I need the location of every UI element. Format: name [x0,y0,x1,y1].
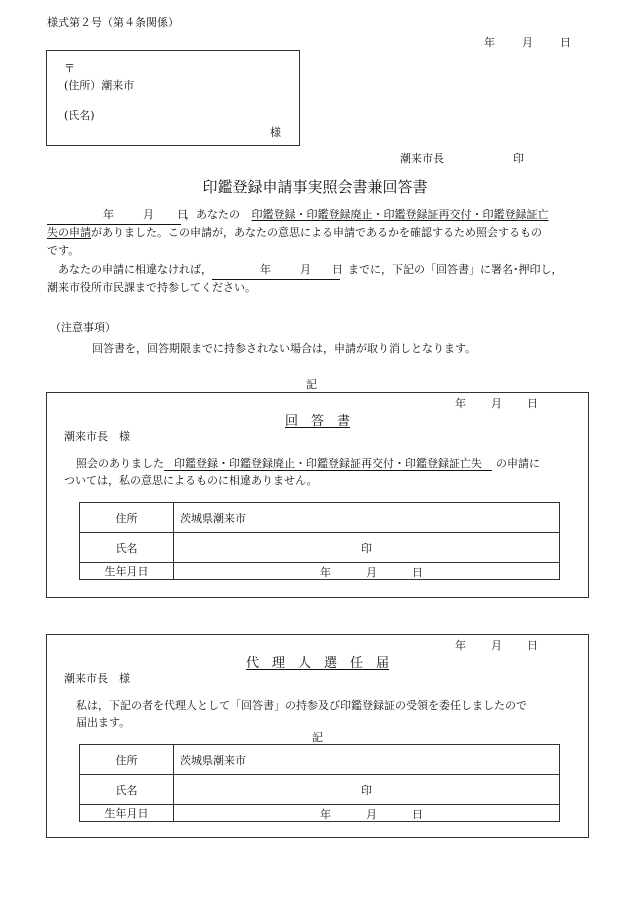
proxy-date-month: 月 [491,639,502,652]
name-label: (氏名) [64,109,95,122]
body-line2-rest: がありました。この申請が，あなたの意思による申請であるかを確認するため照会するもの [91,226,542,239]
body-deadline-day: 日 [332,263,343,276]
proxy-box [46,634,589,838]
form-number: 様式第２号（第４条関係） [47,16,179,29]
proxy-birth-year: 年 [320,808,331,821]
reply-box [46,392,589,598]
header-date-month: 月 [522,36,533,49]
main-title: 印鑑登録申請事実照会書兼回答書 [202,178,428,196]
proxy-name-field[interactable] [174,775,560,805]
reply-info-table [79,502,560,580]
postal-mark: 〒 [64,62,75,75]
notes-heading: （注意事項） [50,321,116,334]
body-line4-start: あなたの申請に相違なければ， [58,263,212,276]
reply-address-field[interactable] [174,503,560,533]
table-row [80,745,560,775]
reply-address-value: 茨城県潮来市 [180,511,246,525]
body-line3: です。 [47,244,80,257]
reply-title: 回 答 書 [284,414,350,429]
reply-birth-day: 日 [412,566,423,579]
table-row [80,503,560,533]
header-date-day: 日 [560,36,571,49]
reply-birth-year: 年 [320,566,331,579]
header-date-year: 年 [484,36,495,49]
reply-addressee: 潮来市長 様 [64,430,130,443]
body-line5: 潮来市役所市民課まで持参してください。 [47,281,256,294]
proxy-address-value: 茨城県潮来市 [180,753,246,767]
reply-name-field[interactable] [174,533,560,563]
proxy-address-field[interactable] [174,745,560,775]
reply-date-month: 月 [491,397,502,410]
proxy-address-label: 住所 [80,745,174,775]
proxy-text-line2: 届出ます。 [76,716,131,729]
reply-birth-field[interactable] [174,563,560,580]
body-deadline-blank [212,261,343,280]
table-row [80,563,560,580]
reply-name-label: 氏名 [80,533,174,563]
body-deadline-month: 月 [300,263,311,276]
proxy-title: 代 理 人 選 任 届 [245,656,389,671]
reply-address-label: 住所 [80,503,174,533]
reply-text-line1 [76,455,540,473]
honorific: 様 [270,126,281,139]
notes-text: 回答書を，回答期限までに持参されない場合は，申請が取り消しとなります。 [92,342,477,355]
body-line4 [58,261,563,280]
address-box [46,50,300,146]
reply-text-mid: の申請に [496,457,540,470]
reply-text-start: 照会のありました [76,457,164,470]
reply-request-types: 印鑑登録・印鑑登録廃止・印鑑登録証再交付・印鑑登録証亡失 [164,457,492,471]
reply-birth-label: 生年月日 [80,563,174,580]
reply-birth-month: 月 [366,566,377,579]
proxy-birth-month: 月 [366,808,377,821]
body-date-blank [47,206,188,225]
proxy-ki-mark: 記 [312,731,323,744]
proxy-date-day: 日 [527,639,538,652]
body-date-year: 年 [103,208,114,221]
proxy-seal: 印 [361,783,372,797]
body-date-month: 月 [143,208,154,221]
table-row [80,533,560,563]
proxy-addressee: 潮来市長 様 [64,672,130,685]
body-request-types-1: 印鑑登録・印鑑登録廃止・印鑑登録証再交付・印鑑登録証亡 [251,208,549,221]
body-line1-mid: ，あなたの [185,208,240,221]
body-line1 [47,206,549,225]
proxy-text-line1: 私は，下記の者を代理人として「回答書」の持参及び印鑑登録証の受領を委任しましたので [76,699,527,712]
reply-text-line2: ついては，私の意思によるものに相違ありません。 [64,474,318,487]
reply-date-day: 日 [527,397,538,410]
proxy-birth-label: 生年月日 [80,805,174,822]
ki-mark: 記 [306,378,317,391]
address-label: (住所）潮来市 [64,79,135,92]
body-request-types-2: 失の申請 [47,226,91,239]
sender-mayor: 潮来市長 [400,152,444,165]
proxy-name-label: 氏名 [80,775,174,805]
table-row [80,775,560,805]
sender-seal: 印 [513,152,524,165]
body-line2 [47,224,542,242]
proxy-info-table [79,744,560,822]
body-date-day: 日 [177,208,188,221]
proxy-date-year: 年 [455,639,466,652]
body-line4-end: までに，下記の「回答書」に署名･押印し， [348,263,563,276]
body-deadline-year: 年 [260,263,271,276]
proxy-birth-field[interactable] [174,805,560,822]
reply-date-year: 年 [455,397,466,410]
reply-seal: 印 [361,541,372,555]
proxy-birth-day: 日 [412,808,423,821]
table-row [80,805,560,822]
